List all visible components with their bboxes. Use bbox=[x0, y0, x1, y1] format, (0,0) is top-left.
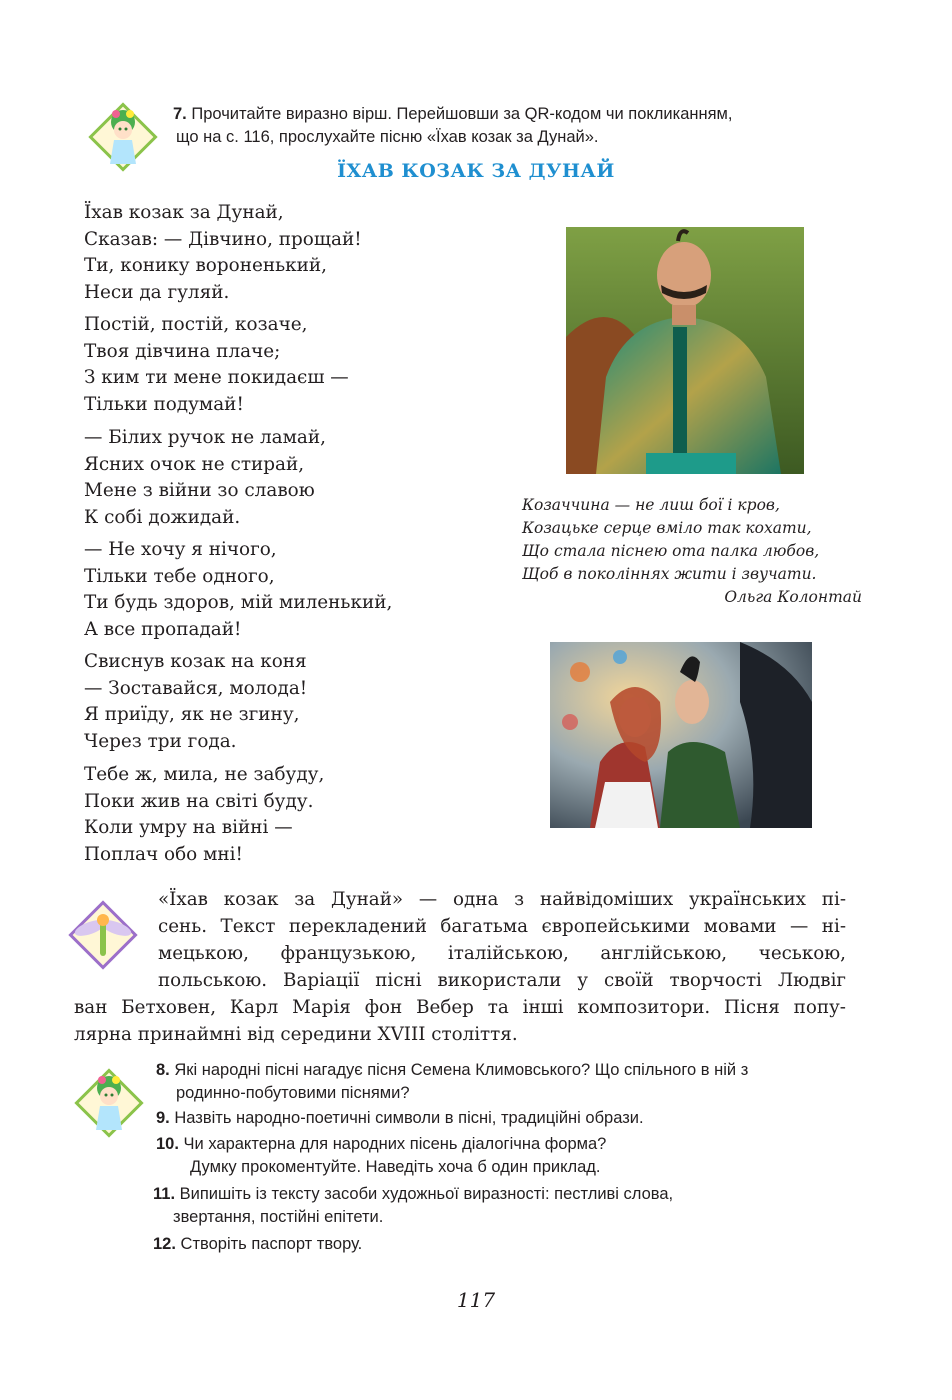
poem-line: Ти, конику вороненький, bbox=[84, 255, 327, 276]
question-number: 10. bbox=[156, 1135, 179, 1153]
poem-line: Поки жив на світі буду. bbox=[84, 790, 314, 812]
question-line bbox=[153, 1183, 673, 1206]
poem-line: Мене з війни зо славою bbox=[84, 480, 315, 501]
quote-author: Ольга Колонтай bbox=[724, 588, 862, 606]
question-text: Створіть паспорт твору. bbox=[180, 1235, 363, 1253]
cossack-photo bbox=[566, 227, 804, 474]
poem-line: — Не хочу я нічого, bbox=[84, 539, 277, 560]
question-line bbox=[156, 1059, 748, 1082]
info-line: сень. Текст перекладений багатьма європейськими мовами — ні- bbox=[158, 916, 846, 937]
question-line bbox=[153, 1233, 362, 1256]
poem-line: Тільки подумай! bbox=[84, 393, 244, 415]
poem-line: Ти будь здоров, мій миленький, bbox=[84, 592, 393, 613]
poem-line: Твоя дівчина плаче; bbox=[84, 340, 281, 362]
poem-line: Свиснув козак на коня bbox=[84, 651, 307, 672]
poem-line: Сказав: — Дівчино, прощай! bbox=[84, 228, 362, 250]
quote-line: Що стала піснею ота палка любов, bbox=[522, 542, 820, 560]
question-number: 11. bbox=[153, 1185, 176, 1203]
quote-line: Козаччина — не лиш бої і кров, bbox=[522, 496, 780, 514]
poem-line: Тільки тебе одного, bbox=[84, 565, 275, 587]
poem-line: К собі дожидай. bbox=[84, 506, 241, 528]
question-line bbox=[156, 1133, 606, 1156]
question-text: Чи характерна для народних пісень діалогічна форма? bbox=[183, 1135, 607, 1153]
question-number: 8. bbox=[156, 1061, 170, 1079]
epigraph-quote bbox=[522, 494, 862, 609]
poem-line: — Зоставайся, молода! bbox=[84, 677, 308, 699]
question-text: Випишіть із тексту засоби художньої виразності: пестливі слова, bbox=[179, 1185, 674, 1203]
poem-line: — Білих ручок не ламай, bbox=[84, 427, 326, 448]
info-line: лярна принаймні від середини XVIII століття. bbox=[74, 1024, 518, 1045]
poem-stanza bbox=[84, 762, 324, 868]
poem-line: З ким ти мене покидаєш — bbox=[84, 367, 349, 388]
task-number: 7. bbox=[173, 105, 187, 123]
question-item bbox=[156, 1107, 644, 1130]
poem-stanza bbox=[84, 200, 362, 306]
page-number: 117 bbox=[456, 1288, 496, 1312]
question-number: 9. bbox=[156, 1109, 170, 1127]
quote-line: Козацьке серце вміло так кохати, bbox=[522, 519, 812, 537]
task-text-line: що на с. 116, прослухайте пісню «Їхав козак за Дунай». bbox=[176, 128, 599, 146]
poem-title: ЇХАВ КОЗАК ЗА ДУНАЙ bbox=[337, 160, 615, 182]
info-paragraph bbox=[74, 886, 846, 1048]
question-text: Які народні пісні нагадує пісня Семена Климовського? Що спільного в ній з bbox=[174, 1061, 749, 1079]
poem-line: Їхав козак за Дунай, bbox=[84, 202, 284, 223]
question-number: 12. bbox=[153, 1235, 176, 1253]
info-line: мецькою, французькою, італійською, англійською, чеською, bbox=[158, 943, 846, 964]
task-7 bbox=[173, 103, 853, 149]
question-line bbox=[156, 1107, 644, 1130]
poem-line: Тебе ж, мила, не забуду, bbox=[84, 764, 325, 785]
poem-line: Коли умру на війні — bbox=[84, 817, 293, 838]
info-line: «Їхав козак за Дунай» — одна з найвідоміших українських пі- bbox=[158, 889, 846, 910]
poem-stanza bbox=[84, 649, 307, 755]
question-line: звертання, постійні епітети. bbox=[173, 1208, 384, 1226]
couple-illustration bbox=[550, 642, 812, 828]
poem-line: Неси да гуляй. bbox=[84, 281, 230, 303]
info-line: польською. Варіації пісні використали у своїй творчості Людвіг bbox=[158, 970, 846, 991]
poem-stanza bbox=[84, 312, 349, 418]
question-line: Думку прокоментуйте. Наведіть хоча б один приклад. bbox=[190, 1158, 601, 1176]
poem-stanza bbox=[84, 537, 392, 643]
poem-line: А все пропадай! bbox=[84, 618, 242, 640]
question-item bbox=[156, 1059, 748, 1105]
question-item bbox=[156, 1133, 606, 1179]
poem-stanza bbox=[84, 425, 326, 531]
info-line: ван Бетховен, Карл Марія фон Вебер та інші композитори. Пісня попу- bbox=[74, 997, 846, 1018]
question-line: родинно-побутовими піснями? bbox=[176, 1084, 410, 1102]
question-item bbox=[153, 1233, 362, 1256]
poem-line: Поплач обо мні! bbox=[84, 843, 243, 865]
quote-line: Щоб в поколіннях жити і звучати. bbox=[522, 565, 817, 583]
question-text: Назвіть народно-поетичні символи в пісні, традиційні образи. bbox=[174, 1109, 644, 1127]
poem-line: Через три года. bbox=[84, 730, 237, 752]
poem-line: Я приїду, як не згину, bbox=[84, 704, 300, 725]
poem-line: Ясних очок не стирай, bbox=[84, 453, 305, 475]
question-item bbox=[153, 1183, 673, 1229]
task-text-line: Прочитайте виразно вірш. Перейшовши за QR-кодом чи покликанням, bbox=[191, 105, 733, 123]
girl-mascot-icon bbox=[72, 1066, 146, 1140]
poem-line: Постій, постій, козаче, bbox=[84, 314, 308, 335]
